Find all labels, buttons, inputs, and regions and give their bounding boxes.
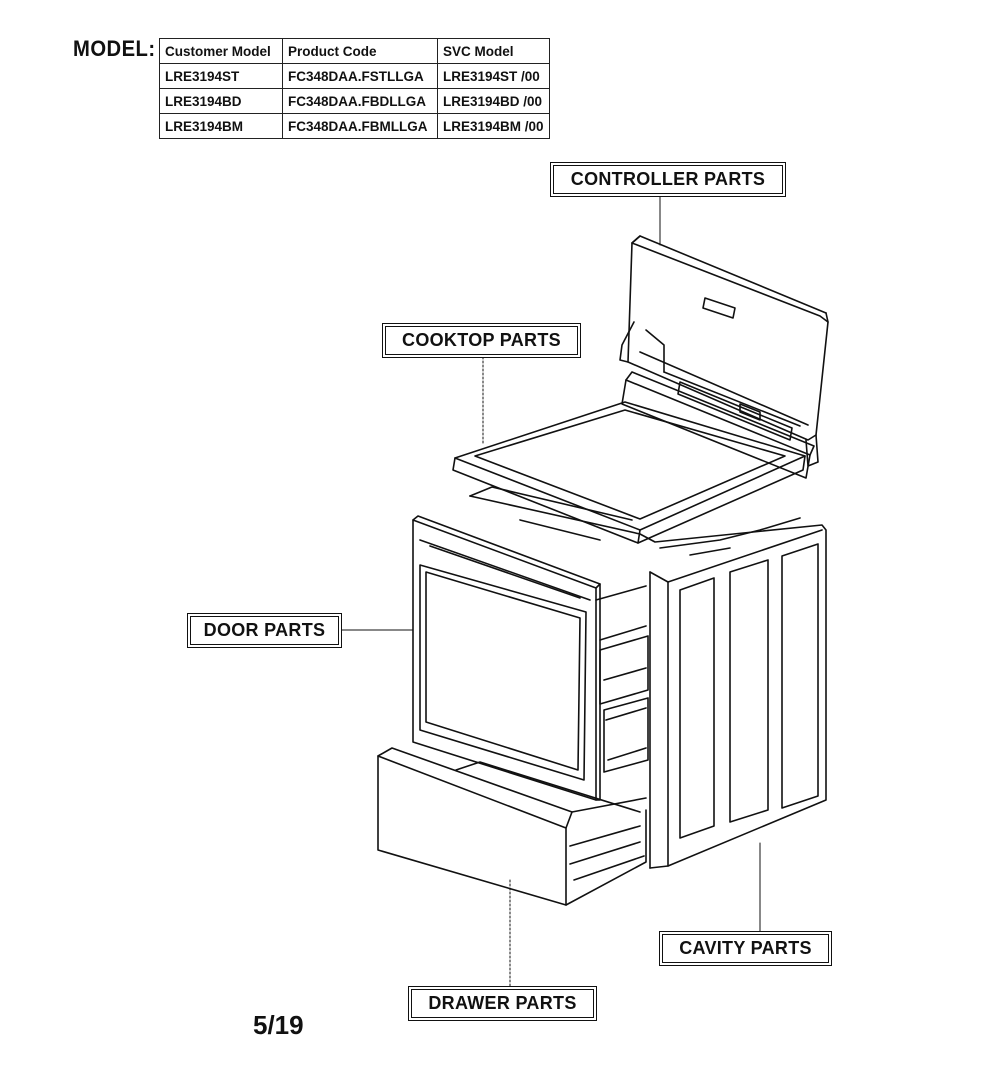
drawer-parts-label: [408, 986, 597, 1021]
cooktop-parts-label: [382, 323, 581, 358]
header-product-code: Product Code: [283, 39, 438, 64]
product-code-cell: FC348DAA.FSTLLGA: [283, 64, 438, 89]
controller-parts-label: [550, 162, 786, 197]
header-customer-model: Customer Model: [160, 39, 283, 64]
customer-model-cell: LRE3194BD: [160, 89, 283, 114]
cavity-parts-label: [659, 931, 832, 966]
cooktop-parts-text: COOKTOP PARTS: [402, 330, 561, 350]
page-number: 5/19: [253, 1010, 304, 1040]
header-svc-model: SVC Model: [438, 39, 550, 64]
product-code-cell: FC348DAA.FBDLLGA: [283, 89, 438, 114]
leader-lines: [341, 196, 760, 988]
svc-model-cell: LRE3194BD /00: [438, 89, 550, 114]
controller-parts-text: CONTROLLER PARTS: [570, 169, 766, 189]
cavity-parts-text: CAVITY PARTS: [679, 938, 812, 958]
side-rib: [680, 578, 714, 838]
door-parts-text: DOOR PARTS: [203, 620, 326, 640]
customer-model-cell: LRE3194BM: [160, 114, 283, 139]
side-rib: [730, 560, 768, 822]
product-code-cell: FC348DAA.FBMLLGA: [283, 114, 438, 139]
drawer-parts-text: DRAWER PARTS: [428, 993, 577, 1013]
door-parts-label: [187, 613, 342, 648]
svc-model-cell: LRE3194BM /00: [438, 114, 550, 139]
model-label: MODEL:: [73, 36, 156, 61]
svc-model-cell: LRE3194ST /00: [438, 64, 550, 89]
cooktop: [453, 402, 805, 543]
side-rib: [782, 544, 818, 808]
customer-model-cell: LRE3194ST: [160, 64, 283, 89]
oven-door: [413, 516, 600, 800]
rear-brackets: [622, 372, 814, 478]
